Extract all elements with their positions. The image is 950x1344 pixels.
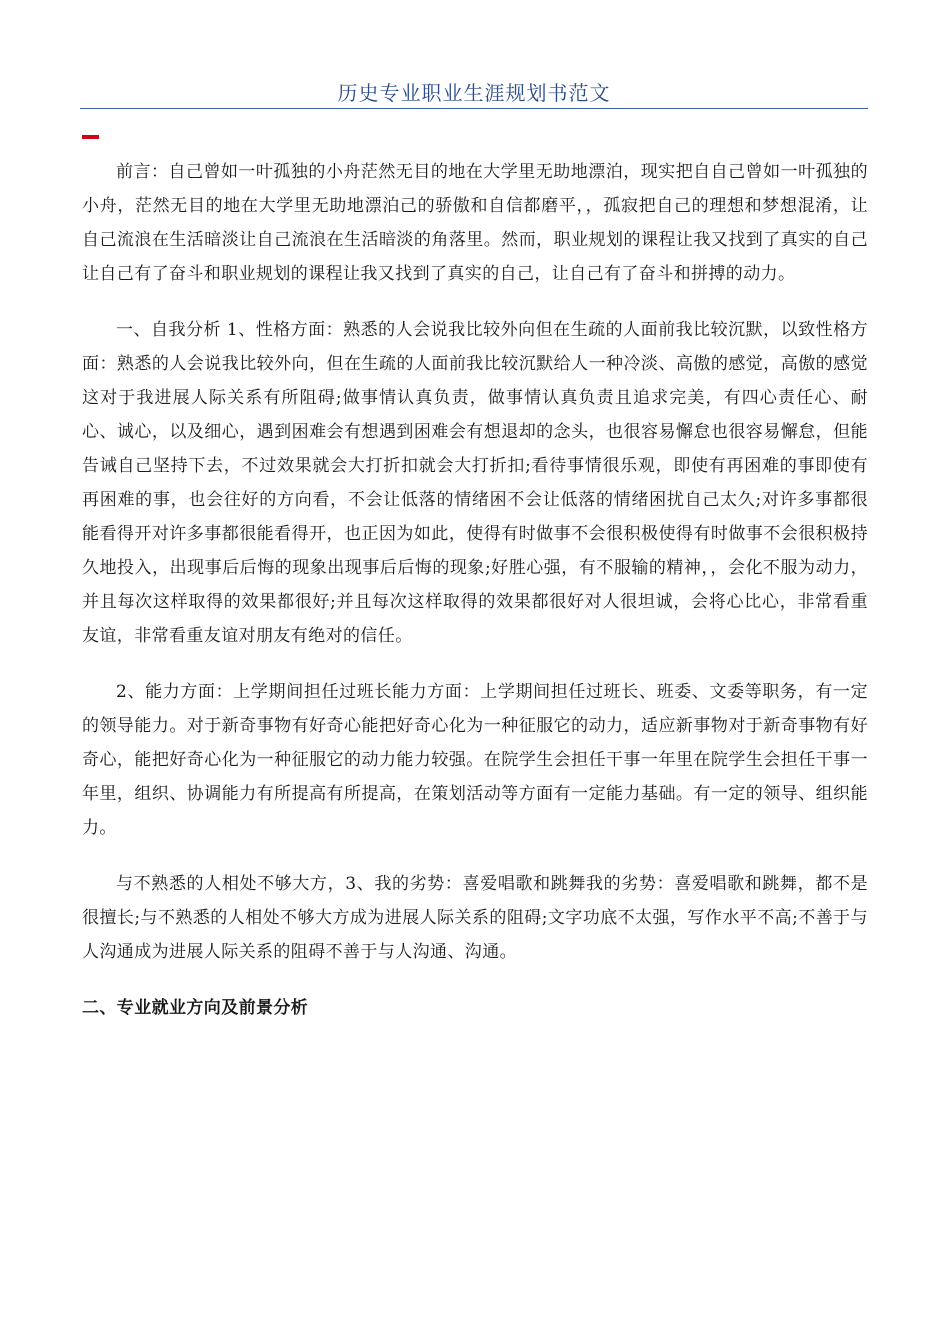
- document-body: [82, 155, 868, 1025]
- header-divider: [80, 108, 868, 109]
- paragraph-preface: 前言：自己曾如一叶孤独的小舟茫然无目的地在大学里无助地漂泊，现实把自自己曾如一叶孤独的小舟，茫然无目的地在大学里无助地漂泊己的骄傲和自信都磨平，，孤寂把自己的理想和梦想混淆，让自己流浪在生活暗淡让自己流浪在生活暗淡的角落里。然而，职业规划的课程让我又找到了真实的自己让自己有了奋斗和职业规划的课程让我又找到了真实的自己，让自己有了奋斗和拼搏的动力。: [82, 162, 868, 284]
- section-heading-career-direction: 二、专业就业方向及前景分析: [82, 998, 309, 1018]
- paragraph-ability: 2、能力方面：上学期间担任过班长能力方面：上学期间担任过班长、班委、文委等职务，有一定的领导能力。对于新奇事物有好奇心能把好奇心化为一种征服它的动力，适应新事物对于新奇事物有好奇心，能把好奇心化为一种征服它的动力能力较强。在院学生会担任干事一年里在院学生会担任干事一年里，组织、协调能力有所提高有所提高，在策划活动等方面有一定能力基础。有一定的领导、组织能力。: [82, 682, 868, 838]
- paragraph-weakness: 与不熟悉的人相处不够大方，3、我的劣势：喜爱唱歌和跳舞我的劣势：喜爱唱歌和跳舞，都不是很擅长;与不熟悉的人相处不够大方成为进展人际关系的阻碍;文字功底不太强，写作水平不高;不善于与人沟通成为进展人际关系的阻碍不善于与人沟通、沟通。: [82, 874, 868, 962]
- paragraph-self-analysis-personality: 一、自我分析 1、性格方面：熟悉的人会说我比较外向但在生疏的人面前我比较沉默，以致性格方面：熟悉的人会说我比较外向，但在生疏的人面前我比较沉默给人一种冷淡、高傲的感觉，高傲的感觉这对于我进展人际关系有所阻碍;做事情认真负责，做事情认真负责且追求完美，有四心责任心、耐心、诚心，以及细心，遇到困难会有想遇到困难会有想退却的念头，也很容易懈怠也很容易懈怠，但能告诫自己坚持下去，不过效果就会大打折扣就会大打折扣;看待事情很乐观，即使有再困难的事即使有再困难的事，也会往好的方向看，不会让低落的情绪困不会让低落的情绪困扰自己太久;对许多事都很能看得开对许多事都很能看得开，也正因为如此，使得有时做事不会很积极使得有时做事不会很积极持久地投入，出现事后后悔的现象出现事后后悔的现象;好胜心强，有不服输的精神，，会化不服为动力，并且每次这样取得的效果都很好;并且每次这样取得的效果都很好对人很坦诚，会将心比心，非常看重友谊，非常看重友谊对朋友有绝对的信任。: [82, 320, 868, 646]
- red-accent-mark: [82, 135, 99, 139]
- header-title: 历史专业职业生涯规划书范文: [337, 81, 611, 105]
